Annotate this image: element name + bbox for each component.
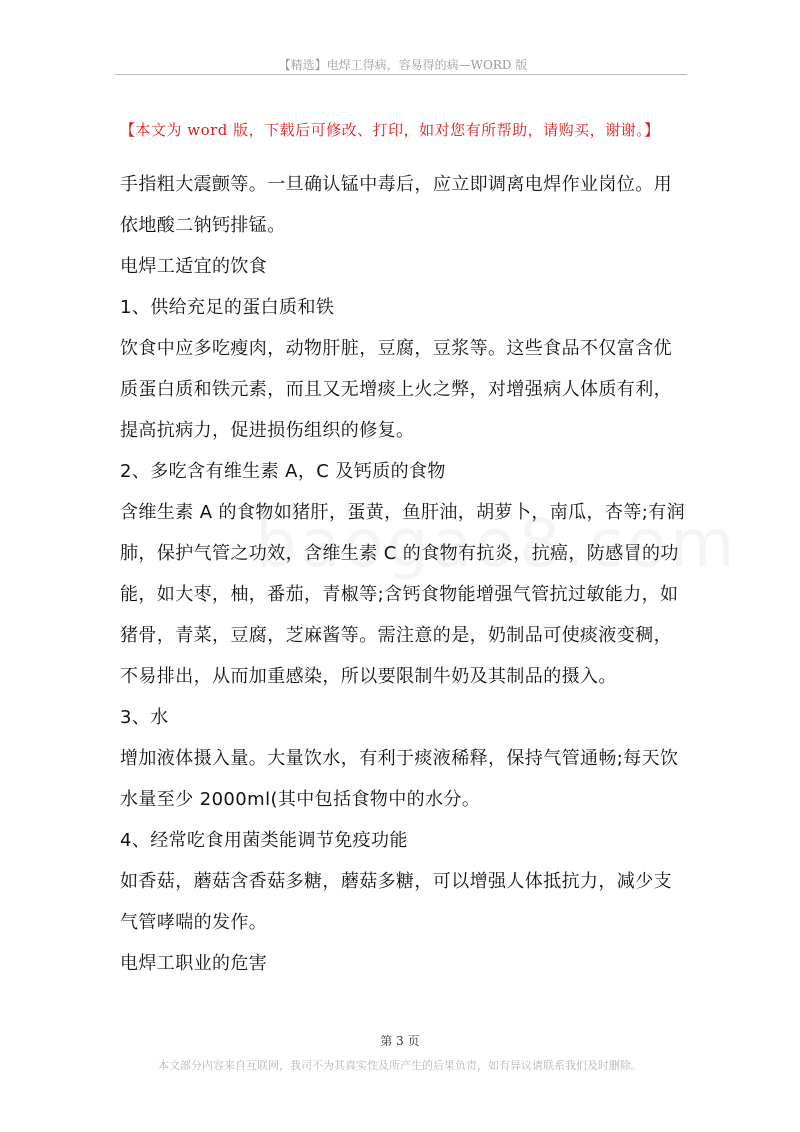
header-divider [115,74,687,75]
page-number: 第 3 页 [380,1034,420,1048]
page-header-title: 【精选】电焊工得病，容易得的病—WORD 版 [278,58,528,72]
paragraph: 饮食中应多吃瘦肉，动物肝脏，豆腐，豆浆等。这些食品不仅富含优质蛋白质和铁元素，而且又无增痰上火之弊，对增强病人体质有利，提高抗病力，促进损伤组织的修复。 [120,338,672,441]
section-heading: 电焊工适宜的饮食 [120,256,268,277]
document-body [120,164,690,984]
paragraph: 手指粗大震颤等。一旦确认锰中毒后，应立即调离电焊作业岗位。用依地酸二钠钙排锰。 [120,174,672,236]
download-notice: 【本文为 word 版，下载后可修改、打印，如对您有所帮助，请购买，谢谢。】 [120,121,660,139]
paragraph: 含维生素 A 的食物如猪肝，蛋黄，鱼肝油，胡萝卜，南瓜，杏等;有润肺，保护气管之功效，含维生素 C 的食物有抗炎，抗癌，防感冒的功能，如大枣，柚，番茄，青椒等;含钙食物能增强气管抗过敏能力，如猪骨，青菜，豆腐，芝麻酱等。需注意的是，奶制品可使痰液变稠，不易排出，从而加重感染，所以要限制牛奶及其制品的摄入。 [120,502,686,687]
subheading: 1、供给充足的蛋白质和铁 [120,297,335,318]
section-heading: 电焊工职业的危害 [120,953,268,974]
subheading: 4、经常吃食用菌类能调节免疫功能 [120,830,408,851]
subheading: 3、水 [120,707,169,728]
paragraph: 增加液体摄入量。大量饮水，有利于痰液稀释，保持气管通畅;每天饮水量至少 2000ml(其中包括食物中的水分。 [120,748,679,810]
subheading: 2、多吃含有维生素 A，C 及钙质的食物 [120,461,446,482]
paragraph: 如香菇，蘑菇含香菇多糖，蘑菇多糖，可以增强人体抵抗力，减少支气管哮喘的发作。 [120,871,672,933]
footer-disclaimer: 本文部分内容来自互联网，我司不为其真实性及所产生的后果负责，如有异议请联系我们及时删除。 [158,1059,642,1072]
